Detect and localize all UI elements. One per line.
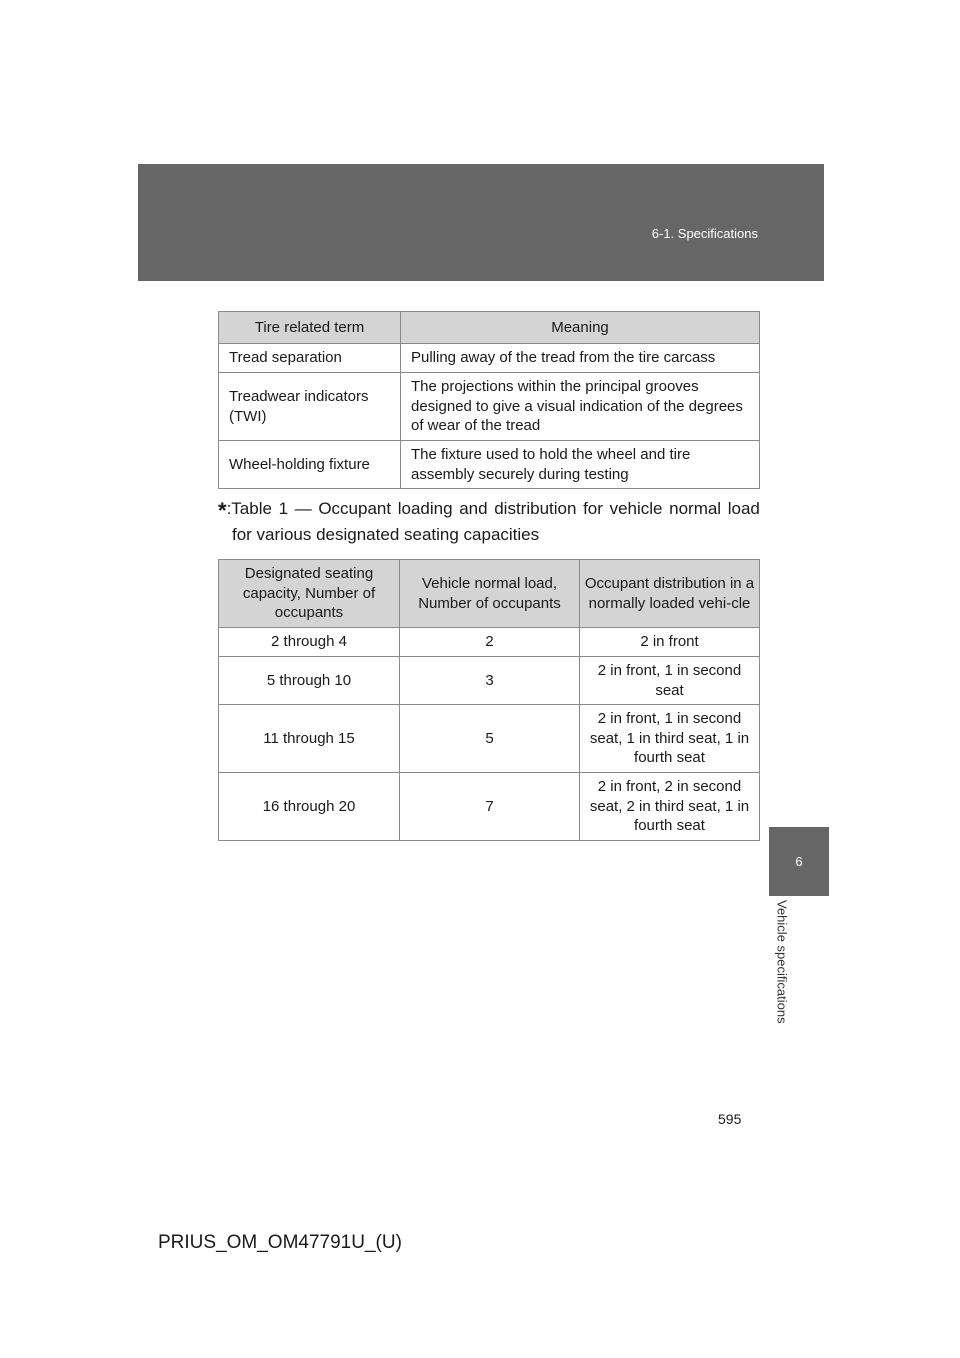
chapter-tab: 6 [769,827,829,896]
column-header-capacity: Designated seating capacity, Number of occupants [219,560,400,628]
meaning-cell: The fixture used to hold the wheel and tire assembly securely during testing [401,441,760,489]
load-cell: 7 [400,773,580,841]
table-header-row [219,312,760,344]
load-cell: 5 [400,705,580,773]
chapter-label: Vehicle specifications [774,900,790,1024]
column-header-load: Vehicle normal load, Number of occupants [400,560,580,628]
section-title: 6-1. Specifications [651,226,758,241]
asterisk-marker: * [218,498,227,523]
distribution-cell: 2 in front, 1 in second seat [580,657,760,705]
footnote-word: — [294,499,312,518]
distribution-cell: 2 in front, 2 in second seat, 2 in third seat, 1 in fourth seat [580,773,760,841]
meaning-cell: The projections within the principal grooves designed to give a visual indication of the degrees of wear of the tread [401,373,760,441]
table-row [219,373,760,441]
footnote-word: load [727,499,760,518]
table-header-row [219,560,760,628]
footnote [218,497,760,547]
meaning-cell: Pulling away of the tread from the tire carcass [401,344,760,373]
tire-terms-table [218,311,760,489]
column-header-term: Tire related term [219,312,401,344]
load-cell: 2 [400,628,580,657]
term-cell: Treadwear indicators (TWI) [219,373,401,441]
header-band [138,164,824,281]
term-cell: Wheel-holding fixture [219,441,401,489]
table-row [219,705,760,773]
capacity-cell: 5 through 10 [219,657,400,705]
occupant-loading-table [218,559,760,841]
table-row [219,628,760,657]
footnote-word: vehicle [609,499,663,518]
distribution-cell: 2 in front [580,628,760,657]
page-number: 595 [718,1111,742,1127]
column-header-meaning: Meaning [401,312,760,344]
capacity-cell: 11 through 15 [219,705,400,773]
table-row [219,773,760,841]
footnote-word: distribution [494,499,577,518]
footnote-word: and [459,499,488,518]
footnote-word: for [583,499,603,518]
table-row [219,344,760,373]
document-code: PRIUS_OM_OM47791U_(U) [158,1232,402,1253]
footnote-line-2: for various designated seating capacities [232,525,540,544]
table-row [219,657,760,705]
footnote-word: normal [669,499,722,518]
load-cell: 3 [400,657,580,705]
footnote-word: 1 [278,499,289,518]
term-cell: Tread separation [219,344,401,373]
footnote-line-1 [218,497,760,523]
column-header-distribution: Occupant distribution in a normally loaded vehi-cle [580,560,760,628]
footnote-word-1: *:Table [218,498,272,523]
footnote-word: Occupant [318,499,392,518]
distribution-cell: 2 in front, 1 in second seat, 1 in third seat, 1 in fourth seat [580,705,760,773]
capacity-cell: 2 through 4 [219,628,400,657]
capacity-cell: 16 through 20 [219,773,400,841]
table-row [219,441,760,489]
footnote-word: loading [397,499,453,518]
